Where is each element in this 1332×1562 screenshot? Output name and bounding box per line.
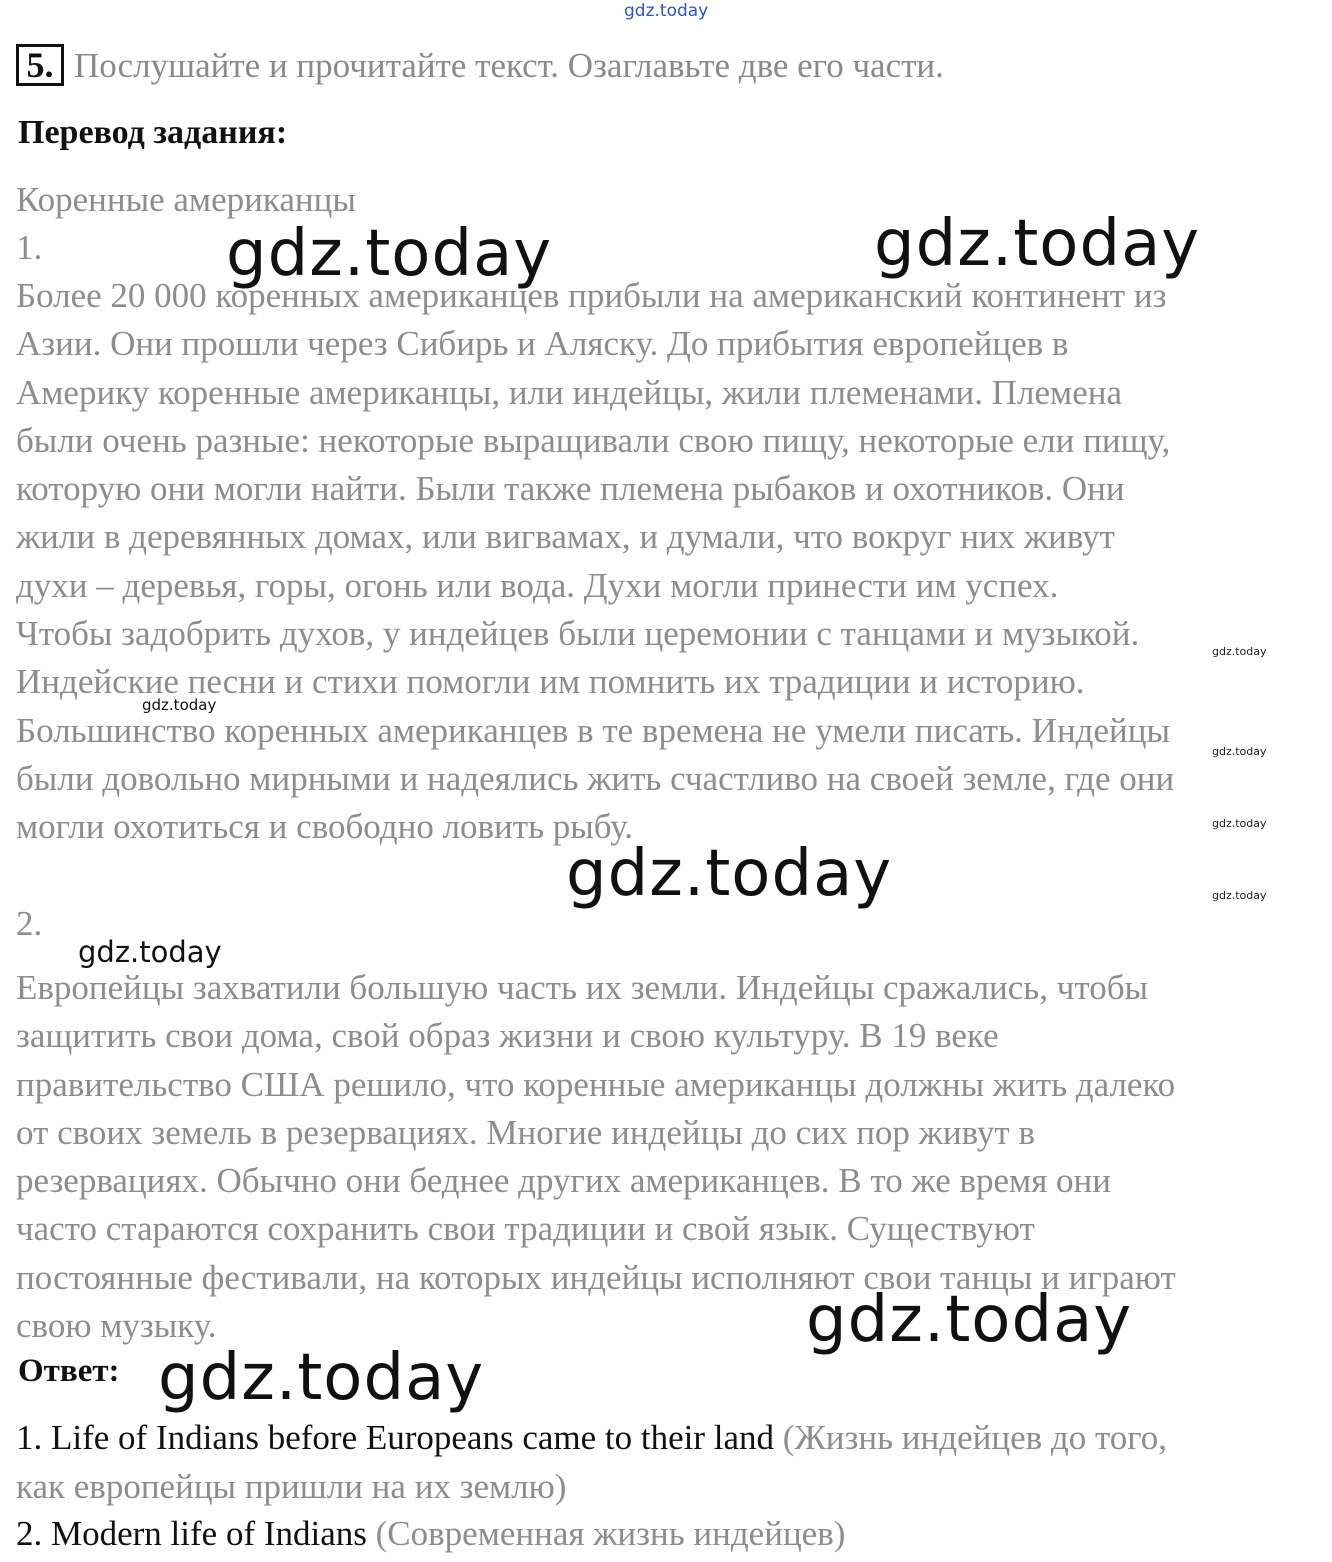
answer-heading: Ответ: (18, 1353, 120, 1389)
paragraph-line: защитить свои дома, свой образ жизни и свою культуру. В 19 веке (16, 1016, 999, 1056)
answer-item-1-translation-cont: как европейцы пришли на их землю) (16, 1467, 567, 1506)
watermark: gdz.today (874, 207, 1201, 281)
paragraph-line: Индейские песни и стихи помогли им помнить их традиции и историю. (16, 662, 1085, 702)
watermark: gdz.today (1212, 745, 1267, 758)
paragraph-line: Чтобы задобрить духов, у индейцев были церемонии с танцами и музыкой. (16, 614, 1140, 654)
watermark: gdz.today (1212, 817, 1267, 830)
paragraph-line: резервациях. Обычно они беднее других американцев. В то же время они (16, 1161, 1112, 1201)
part-number-2: 2. (16, 904, 43, 943)
watermark: gdz.today (78, 935, 222, 969)
watermark: gdz.today (142, 696, 217, 714)
paragraph-line: часто стараются сохранить свои традиции и свой язык. Существуют (16, 1209, 1035, 1249)
watermark: gdz.today (158, 1341, 485, 1415)
paragraph-line: могли охотиться и свободно ловить рыбу. (16, 807, 634, 847)
watermark: gdz.today (1212, 889, 1267, 902)
paragraph-line: были довольно мирными и надеялись жить счастливо на своей земле, где они (16, 758, 1175, 798)
watermark: gdz.today (566, 837, 893, 911)
task-number-box: 5. (16, 44, 64, 86)
paragraph-line: свою музыку. (16, 1306, 217, 1346)
paragraph-line: были очень разные: некоторые выращивали свою пищу, некоторые ели пищу, (16, 420, 1171, 460)
watermark: gdz.today (226, 217, 553, 291)
translation-heading: Перевод задания: (18, 114, 288, 151)
paragraph-line: которую они могли найти. Были также племена рыбаков и охотников. Они (16, 469, 1125, 509)
paragraph-part-1 (16, 272, 1174, 852)
paragraph-line: Европейцы захватили большую часть их земли. Индейцы сражались, чтобы (16, 968, 1149, 1007)
paragraph-line: Америку коренные американцы, или индейцы, жили племенами. Племена (16, 372, 1123, 412)
text-title: Коренные американцы (16, 180, 356, 219)
paragraph-line: от своих земель в резервациях. Многие индейцы до сих пор живут в (16, 1112, 1035, 1152)
paragraph-line: Более 20 000 коренных американцев прибыли на американский континент из (16, 276, 1167, 315)
paragraph-line: Азии. Они прошли через Сибирь и Аляску. До прибытия европейцев в (16, 324, 1069, 364)
paragraph-line: Большинство коренных американцев в те времена не умели писать. Индейцы (16, 710, 1170, 750)
answer-item-2 (16, 1510, 845, 1557)
answer-item-1 (16, 1414, 1167, 1461)
paragraph-line: правительство США решило, что коренные американцы должны жить далеко (16, 1064, 1176, 1104)
answer-item-1-translation: (Жизнь индейцев до того, (782, 1418, 1168, 1457)
answer-item-2-translation: (Современная жизнь индейцев) (375, 1514, 846, 1553)
answer-item-1-english: 1. Life of Indians before Europeans came to their land (16, 1418, 775, 1457)
answer-item-2-english: 2. Modern life of Indians (16, 1514, 367, 1553)
watermark: gdz.today (806, 1283, 1133, 1357)
watermark: gdz.today (1212, 645, 1267, 658)
paragraph-line: жили в деревянных домах, или вигвамах, и думали, что вокруг них живут (16, 517, 1115, 557)
part-number-1: 1. (16, 228, 43, 267)
paragraph-line: духи – деревья, горы, огонь или вода. Духи могли принести им успех. (16, 565, 1059, 605)
paragraph-line: постоянные фестивали, на которых индейцы исполняют свои танцы и играют (16, 1257, 1176, 1297)
watermark-top: gdz.today (624, 1, 709, 21)
task-instruction: Послушайте и прочитайте текст. Озаглавьте две его части. (74, 46, 944, 85)
